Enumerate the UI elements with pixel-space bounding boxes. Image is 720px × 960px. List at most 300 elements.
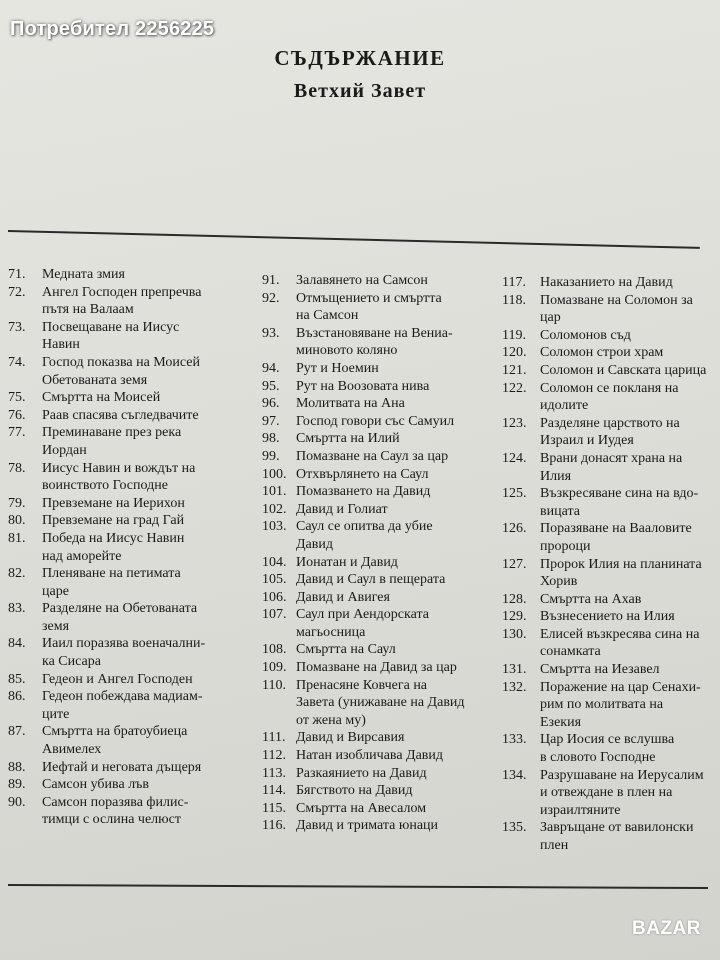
toc-entry-title: [296, 501, 482, 519]
toc-entry-line: вицата: [540, 503, 580, 519]
toc-entry: [502, 591, 720, 609]
toc-entry-title: [540, 292, 720, 327]
toc-entry-number: 128.: [502, 591, 527, 607]
toc-entry-number: 126.: [502, 521, 527, 537]
toc-entry-line: Иефтай и неговата дъщеря: [42, 759, 202, 775]
toc-entry-line: цар: [540, 310, 561, 326]
toc-entry: [262, 782, 482, 800]
toc-entry-number: 103.: [262, 519, 287, 535]
toc-entry-title: [540, 380, 720, 415]
toc-entry-title: [296, 325, 482, 360]
toc-entry-number: 135.: [502, 820, 527, 836]
toc-entry-title: [296, 659, 482, 677]
toc-entry-line: Самсон поразява филис-: [42, 794, 189, 810]
toc-entry-number: 107.: [262, 607, 287, 623]
toc-entry-title: [540, 591, 720, 609]
toc-entry-line: Езекия: [540, 714, 582, 730]
toc-entry-line: пророци: [540, 538, 591, 554]
toc-entry-line: Давид и Вирсавия: [296, 730, 405, 746]
toc-entry-number: 98.: [262, 431, 280, 447]
toc-column-2: [262, 272, 482, 835]
toc-entry-number: 132.: [502, 679, 527, 695]
toc-entry-number: 119.: [502, 327, 526, 343]
toc-entry-number: 75.: [8, 390, 26, 406]
toc-entry-number: 80.: [8, 513, 26, 529]
toc-entry-number: 100.: [262, 466, 287, 482]
toc-entry-number: 115.: [262, 800, 286, 816]
user-watermark: Потребител 2256225: [10, 18, 215, 40]
toc-entry-line: Господ показва на Моисей: [42, 354, 200, 370]
toc-entry-number: 112.: [262, 748, 286, 764]
toc-entry-line: Молитвата на Ана: [296, 396, 405, 412]
toc-entry-title: [296, 395, 482, 413]
toc-entry-title: [540, 362, 720, 380]
toc-entry: [262, 272, 482, 290]
toc-entry-number: 109.: [262, 660, 287, 676]
toc-entry-title: [296, 782, 482, 800]
toc-entry-line: Иисус Навин и вождът на: [42, 460, 196, 476]
toc-entry: [8, 389, 248, 407]
toc-entry-title: [296, 483, 482, 501]
toc-entry-line: Помазване на Соломон за: [540, 292, 693, 308]
toc-entry-line: Натан изобличава Давид: [296, 748, 444, 764]
toc-entry-title: [42, 460, 248, 495]
toc-entry-line: Иаил поразява военачални-: [42, 636, 206, 652]
toc-entry-line: Разделяне на Обетованата: [42, 601, 198, 617]
toc-entry-line: Разрушаване на Иерусалим: [540, 767, 704, 783]
toc-entry: [262, 817, 482, 835]
toc-entry-line: Победа на Иисус Навин: [42, 530, 185, 546]
toc-entry-line: Соломонов съд: [540, 327, 631, 343]
toc-entry-number: 131.: [502, 662, 527, 678]
toc-entry-title: [296, 747, 482, 765]
toc-entry-line: Хорив: [540, 574, 578, 590]
toc-entry: [502, 556, 720, 591]
toc-entry-number: 73.: [8, 319, 26, 335]
toc-entry: [262, 554, 482, 572]
toc-entry-line: Смъртта на Авесалом: [296, 800, 427, 816]
toc-entry-title: [540, 819, 720, 854]
toc-entry: [8, 759, 248, 777]
toc-entry-title: [42, 389, 248, 407]
toc-entry-line: ците: [42, 706, 70, 722]
toc-entry-number: 118.: [502, 292, 526, 308]
toc-entry: [8, 794, 248, 829]
toc-entry: [8, 688, 248, 723]
page-subtitle: Ветхий Завет: [293, 80, 427, 102]
toc-entry: [8, 723, 248, 758]
toc-entry: [8, 266, 248, 284]
toc-entry-line: в словото Господне: [540, 750, 656, 766]
toc-entry-number: 72.: [8, 284, 26, 300]
toc-entry-number: 76.: [8, 407, 26, 423]
toc-entry: [8, 512, 248, 530]
toc-entry-line: Завръщане от вавилонски: [540, 820, 694, 836]
toc-entry-line: Разкаянието на Давид: [296, 765, 427, 781]
toc-entry: [502, 362, 720, 380]
toc-entry-line: магьосница: [296, 624, 366, 640]
toc-entry-number: 90.: [8, 794, 26, 810]
toc-entry-title: [296, 466, 482, 484]
toc-entry: [262, 571, 482, 589]
toc-entry-title: [42, 407, 248, 425]
toc-entry-line: воинството Господне: [42, 478, 168, 494]
toc-entry-title: [296, 589, 482, 607]
toc-entry-title: [540, 415, 720, 450]
toc-entry-line: Саул при Аендорската: [296, 607, 429, 623]
toc-entry: [8, 460, 248, 495]
toc-entry-title: [42, 284, 248, 319]
toc-entry-line: Врани донасят храна на: [540, 450, 683, 466]
toc-entry-number: 88.: [8, 759, 26, 775]
toc-entry-title: [296, 677, 482, 730]
toc-entry-line: Поразяване на Вааловите: [540, 521, 692, 537]
toc-entry-number: 122.: [502, 380, 527, 396]
toc-entry: [262, 290, 482, 325]
toc-entry-line: Превземане на град Гай: [42, 513, 185, 529]
toc-entry-number: 110.: [262, 677, 286, 693]
toc-entry-number: 130.: [502, 626, 527, 642]
toc-entry-number: 85.: [8, 671, 26, 687]
toc-entry-line: Помазване на Давид за цар: [296, 660, 457, 676]
toc-entry: [8, 407, 248, 425]
toc-entry-number: 101.: [262, 484, 287, 500]
toc-entry-title: [296, 729, 482, 747]
toc-entry-line: и отвеждане в плен на: [540, 785, 673, 801]
toc-entry: [262, 729, 482, 747]
toc-entry-number: 95.: [262, 378, 280, 394]
toc-entry-title: [540, 679, 720, 732]
toc-entry: [502, 344, 720, 362]
toc-entry-title: [540, 731, 720, 766]
toc-entry-number: 113.: [262, 765, 286, 781]
toc-entry: [262, 360, 482, 378]
toc-entry-line: пътя на Валаам: [42, 302, 134, 318]
toc-entry: [262, 501, 482, 519]
toc-entry: [8, 354, 248, 389]
toc-entry-number: 108.: [262, 642, 287, 658]
toc-entry-title: [540, 767, 720, 820]
toc-entry: [262, 466, 482, 484]
toc-entry-line: Възкресяване сина на вдо-: [540, 486, 699, 502]
toc-entry-number: 77.: [8, 425, 26, 441]
toc-entry-title: [42, 319, 248, 354]
toc-entry-title: [296, 641, 482, 659]
toc-entry-number: 83.: [8, 601, 26, 617]
toc-entry-number: 124.: [502, 450, 527, 466]
toc-entry: [262, 641, 482, 659]
bazar-logo-text: BAZAR: [632, 918, 701, 939]
toc-entry-number: 117.: [502, 275, 526, 290]
toc-entry-line: Наказанието на Давид: [540, 275, 673, 290]
toc-entry-line: Гедеон побеждава мадиам-: [42, 689, 203, 705]
toc-entry-line: Смъртта на Ахав: [540, 591, 642, 607]
toc-entry-line: ка Сисара: [42, 654, 101, 670]
toc-entry: [502, 292, 720, 327]
toc-entry-line: Залавянето на Самсон: [296, 273, 428, 288]
toc-entry-title: [296, 290, 482, 325]
toc-entry-title: [42, 565, 248, 600]
toc-entry-line: Смъртта на Моисей: [42, 390, 161, 406]
toc-entry-title: [42, 671, 248, 689]
toc-entry-number: 81.: [8, 530, 26, 546]
toc-entry-line: Давид и Голиат: [296, 501, 388, 517]
toc-entry-number: 71.: [8, 267, 26, 282]
toc-entry-title: [296, 413, 482, 431]
bottom-divider: [8, 884, 708, 889]
toc-entry-title: [540, 626, 720, 661]
page-title: СЪДЪРЖАНИЕ: [274, 46, 446, 70]
toc-entry-line: Давид и тримата юнаци: [296, 818, 439, 834]
toc-entry: [8, 565, 248, 600]
toc-entry-line: Ангел Господен препречва: [42, 284, 202, 300]
toc-entry: [262, 589, 482, 607]
toc-entry-title: [42, 266, 248, 284]
toc-entry-line: Ионатан и Давид: [296, 554, 398, 570]
toc-entry-title: [296, 606, 482, 641]
toc-entry-line: Смъртта на Илий: [296, 431, 400, 447]
toc-entry: [502, 661, 720, 679]
toc-entry-number: 123.: [502, 415, 527, 431]
toc-entry: [502, 608, 720, 626]
toc-entry-line: Разделяне царството на: [540, 415, 680, 431]
toc-entry-line: Саул се опитва да убие: [296, 519, 433, 535]
toc-entry-title: [540, 485, 720, 520]
toc-entry-number: 93.: [262, 325, 280, 341]
toc-entry: [8, 671, 248, 689]
toc-entry: [502, 450, 720, 485]
toc-entry-line: рим по молитвата на: [540, 697, 664, 713]
toc-entry-line: Раав спасява съгледвачите: [42, 407, 199, 423]
toc-entry-line: миновото коляно: [296, 343, 398, 359]
toc-entry-number: 125.: [502, 486, 527, 502]
toc-entry-title: [42, 530, 248, 565]
toc-entry-line: плен: [540, 838, 569, 853]
toc-entry: [8, 635, 248, 670]
toc-entry: [262, 518, 482, 553]
toc-entry: [8, 776, 248, 794]
toc-entry-title: [42, 512, 248, 530]
toc-entry: [502, 819, 720, 854]
toc-entry-line: израилтяните: [540, 802, 621, 818]
toc-entry: [262, 378, 482, 396]
toc-entry-title: [42, 723, 248, 758]
toc-column-1: [8, 266, 248, 829]
toc-entry-line: Соломон се покланя на: [540, 380, 679, 396]
toc-entry-line: идолите: [540, 398, 589, 414]
toc-entry-number: 111.: [262, 730, 286, 746]
toc-entry-title: [42, 424, 248, 459]
toc-entry-title: [540, 556, 720, 591]
toc-entry-line: Преминаване през река: [42, 425, 182, 441]
toc-entry: [502, 520, 720, 555]
toc-entry-number: 91.: [262, 273, 280, 288]
toc-entry: [502, 327, 720, 345]
toc-entry-title: [540, 344, 720, 362]
toc-entry-number: 89.: [8, 777, 26, 793]
toc-entry-line: Възнесението на Илия: [540, 609, 675, 625]
toc-entry-title: [296, 554, 482, 572]
toc-entry-title: [296, 817, 482, 835]
toc-entry-line: Смъртта на Иезавел: [540, 662, 660, 678]
toc-entry: [262, 747, 482, 765]
toc-entry-title: [42, 600, 248, 635]
toc-entry-line: Медната змия: [42, 267, 125, 282]
toc-entry-number: 79.: [8, 495, 26, 511]
toc-entry-title: [42, 354, 248, 389]
toc-entry-number: 104.: [262, 554, 287, 570]
toc-entry-line: над аморейте: [42, 548, 122, 564]
toc-entry-title: [296, 765, 482, 783]
toc-entry-number: 84.: [8, 636, 26, 652]
toc-entry: [262, 413, 482, 431]
toc-entry: [262, 659, 482, 677]
toc-entry-line: Господ говори със Самуил: [296, 413, 455, 429]
toc-entry-title: [42, 794, 248, 829]
toc-entry: [262, 325, 482, 360]
toc-entry-title: [296, 360, 482, 378]
toc-entry-number: 116.: [262, 818, 286, 834]
toc-entry: [262, 448, 482, 466]
toc-entry: [262, 677, 482, 730]
toc-entry: [502, 626, 720, 661]
toc-entry: [8, 530, 248, 565]
toc-column-3: [502, 274, 720, 855]
toc-entry-title: [42, 776, 248, 794]
toc-entry-line: Иордан: [42, 442, 87, 458]
toc-entry-number: 134.: [502, 767, 527, 783]
toc-entry-line: Поражение на цар Сенахи-: [540, 679, 701, 695]
toc-entry-line: Отхвърлянето на Саул: [296, 466, 429, 482]
toc-entry-title: [296, 272, 482, 290]
toc-entry-line: Помазването на Давид: [296, 484, 431, 500]
toc-entry-line: Завета (унижаване на Давид: [296, 695, 465, 711]
toc-entry-number: 86.: [8, 689, 26, 705]
toc-entry-line: Превземане на Иерихон: [42, 495, 185, 511]
toc-entry-number: 120.: [502, 345, 527, 361]
toc-entry: [502, 485, 720, 520]
toc-entry-line: Посвещаване на Иисус: [42, 319, 180, 335]
toc-entry-line: Цар Иосия се вслушва: [540, 732, 675, 748]
toc-entry-title: [540, 450, 720, 485]
toc-entry-line: Пророк Илия на планината: [540, 556, 702, 572]
toc-entry-title: [296, 378, 482, 396]
toc-entry-title: [42, 495, 248, 513]
toc-entry: [8, 284, 248, 319]
toc-entry: [502, 731, 720, 766]
toc-entry-line: Соломон и Савската царица: [540, 362, 707, 378]
toc-entry-number: 74.: [8, 354, 26, 370]
toc-entry: [262, 606, 482, 641]
toc-entry-title: [42, 688, 248, 723]
toc-entry-line: Обетованата земя: [42, 372, 148, 388]
toc-entry-line: сонамката: [540, 644, 601, 660]
toc-entry: [262, 395, 482, 413]
toc-entry-title: [296, 430, 482, 448]
toc-entry-title: [42, 759, 248, 777]
toc-entry-line: на Самсон: [296, 308, 359, 324]
toc-entry-line: Навин: [42, 337, 80, 353]
toc-entry: [8, 424, 248, 459]
toc-entry: [502, 767, 720, 820]
toc-entry-line: Отмъщението и смъртта: [296, 290, 442, 306]
toc-entry: [262, 800, 482, 818]
toc-entry-line: Пренасяне Ковчега на: [296, 677, 428, 693]
toc-entry-line: от жена му): [296, 712, 366, 728]
toc-entry-line: Гедеон и Ангел Господен: [42, 671, 193, 687]
toc-entry-line: Давид и Авигея: [296, 589, 390, 605]
toc-entry-number: 106.: [262, 589, 287, 605]
toc-entry-line: Пленяване на петимата: [42, 566, 181, 582]
toc-entry-number: 105.: [262, 572, 287, 588]
toc-entry-line: земя: [42, 618, 70, 634]
toc-entry-number: 87.: [8, 724, 26, 740]
toc-entry-line: Авимелех: [42, 742, 102, 758]
toc-entry-line: Възстановяване на Вениа-: [296, 325, 453, 341]
toc-entry-line: Самсон убива лъв: [42, 777, 150, 793]
toc-entry: [502, 274, 720, 292]
toc-entry: [8, 600, 248, 635]
toc-entry-title: [296, 448, 482, 466]
toc-entry-number: 97.: [262, 413, 280, 429]
toc-entry: [262, 430, 482, 448]
toc-entry-number: 94.: [262, 360, 280, 376]
toc-entry-number: 96.: [262, 396, 280, 412]
toc-entry-line: Давид: [296, 536, 333, 552]
toc-entry: [502, 679, 720, 732]
toc-entry-line: Рут на Воозовата нива: [296, 378, 430, 394]
toc-entry-title: [296, 571, 482, 589]
toc-entry-number: 99.: [262, 448, 280, 464]
toc-entry: [502, 380, 720, 415]
toc-entry-number: 133.: [502, 732, 527, 748]
toc-entry-number: 121.: [502, 362, 527, 378]
toc-entry-line: Илия: [540, 468, 572, 484]
toc-entry-number: 92.: [262, 290, 280, 306]
toc-entry-title: [540, 520, 720, 555]
toc-entry-line: Смъртта на Саул: [296, 642, 396, 658]
toc-entry-line: Давид и Саул в пещерата: [296, 572, 446, 588]
toc-entry-line: Соломон строи храм: [540, 345, 664, 361]
toc-entry-line: тимци с ослина челюст: [42, 812, 181, 828]
toc-entry-number: 78.: [8, 460, 26, 476]
toc-entry-line: Израил и Иудея: [540, 433, 634, 449]
toc-entry-title: [540, 661, 720, 679]
toc-entry: [502, 415, 720, 450]
toc-entry-line: Бягството на Давид: [296, 783, 413, 799]
bazar-logo: [632, 918, 701, 940]
toc-entry: [262, 765, 482, 783]
toc-entry: [8, 319, 248, 354]
toc-entry-number: 102.: [262, 501, 287, 517]
toc-entry-line: царе: [42, 583, 69, 599]
toc-entry: [8, 495, 248, 513]
toc-entry-number: 114.: [262, 783, 286, 799]
toc-entry-line: Помазване на Саул за цар: [296, 448, 449, 464]
toc-entry-title: [296, 518, 482, 553]
toc-entry-line: Смъртта на братоубиеца: [42, 724, 188, 740]
toc-entry-number: 127.: [502, 556, 527, 572]
toc-entry-title: [540, 608, 720, 626]
toc-entry-line: Елисей възкресява сина на: [540, 626, 700, 642]
toc-entry: [262, 483, 482, 501]
toc-entry-title: [42, 635, 248, 670]
toc-entry-title: [296, 800, 482, 818]
toc-entry-number: 82.: [8, 566, 26, 582]
top-divider: [8, 230, 700, 249]
toc-entry-number: 129.: [502, 609, 527, 625]
toc-entry-title: [540, 274, 720, 292]
